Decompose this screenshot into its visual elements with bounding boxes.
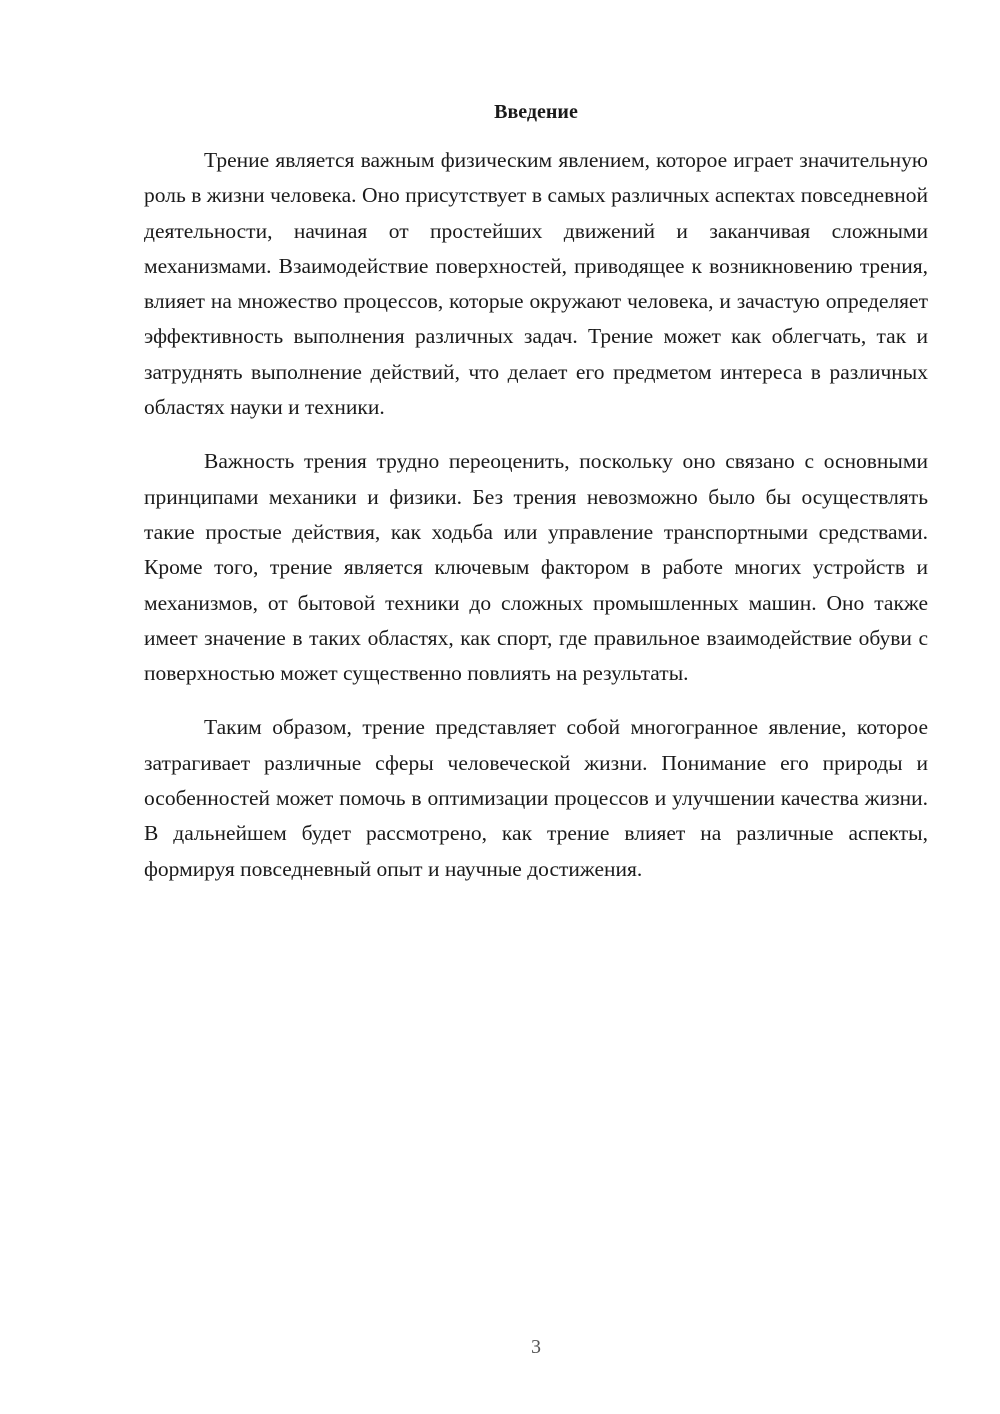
paragraph-3: Таким образом, трение представляет собой многогранное явление, которое затрагивает различные сферы человеческой жизни. Понимание его природы и особенностей может помочь в оптимизации процессов и улучшении качества жизни. В дальнейшем будет рассмотрено, как трение влияет на различные аспекты, формируя повседневный опыт и научные достижения.	[144, 715, 928, 881]
paragraph-1: Трение является важным физическим явлением, которое играет значительную роль в жизни человека. Оно присутствует в самых различных аспектах повседневной деятельности, начиная от простейших движений и заканчивая сложными механизмами. Взаимодействие поверхностей, приводящее к возникновению трения, влияет на множество процессов, которые окружают человека, и зачастую определяет эффективность выполнения различных задач. Трение может как облегчать, так и затруднять выполнение действий, что делает его предметом интереса в различных областях науки и техники.	[144, 148, 928, 420]
paragraph-2: Важность трения трудно переоценить, поскольку оно связано с основными принципами механики и физики. Без трения невозможно было бы осуществлять такие простые действия, как ходьба или управление транспортными средствами. Кроме того, трение является ключевым фактором в работе многих устройств и механизмов, от бытовой техники до сложных промышленных машин. Оно также имеет значение в таких областях, как спорт, где правильное взаимодействие обуви с поверхностью может существенно повлиять на результаты.	[144, 449, 928, 686]
section-title: Введение	[494, 101, 578, 123]
page-number: 3	[531, 1336, 541, 1358]
document-body	[144, 143, 928, 906]
